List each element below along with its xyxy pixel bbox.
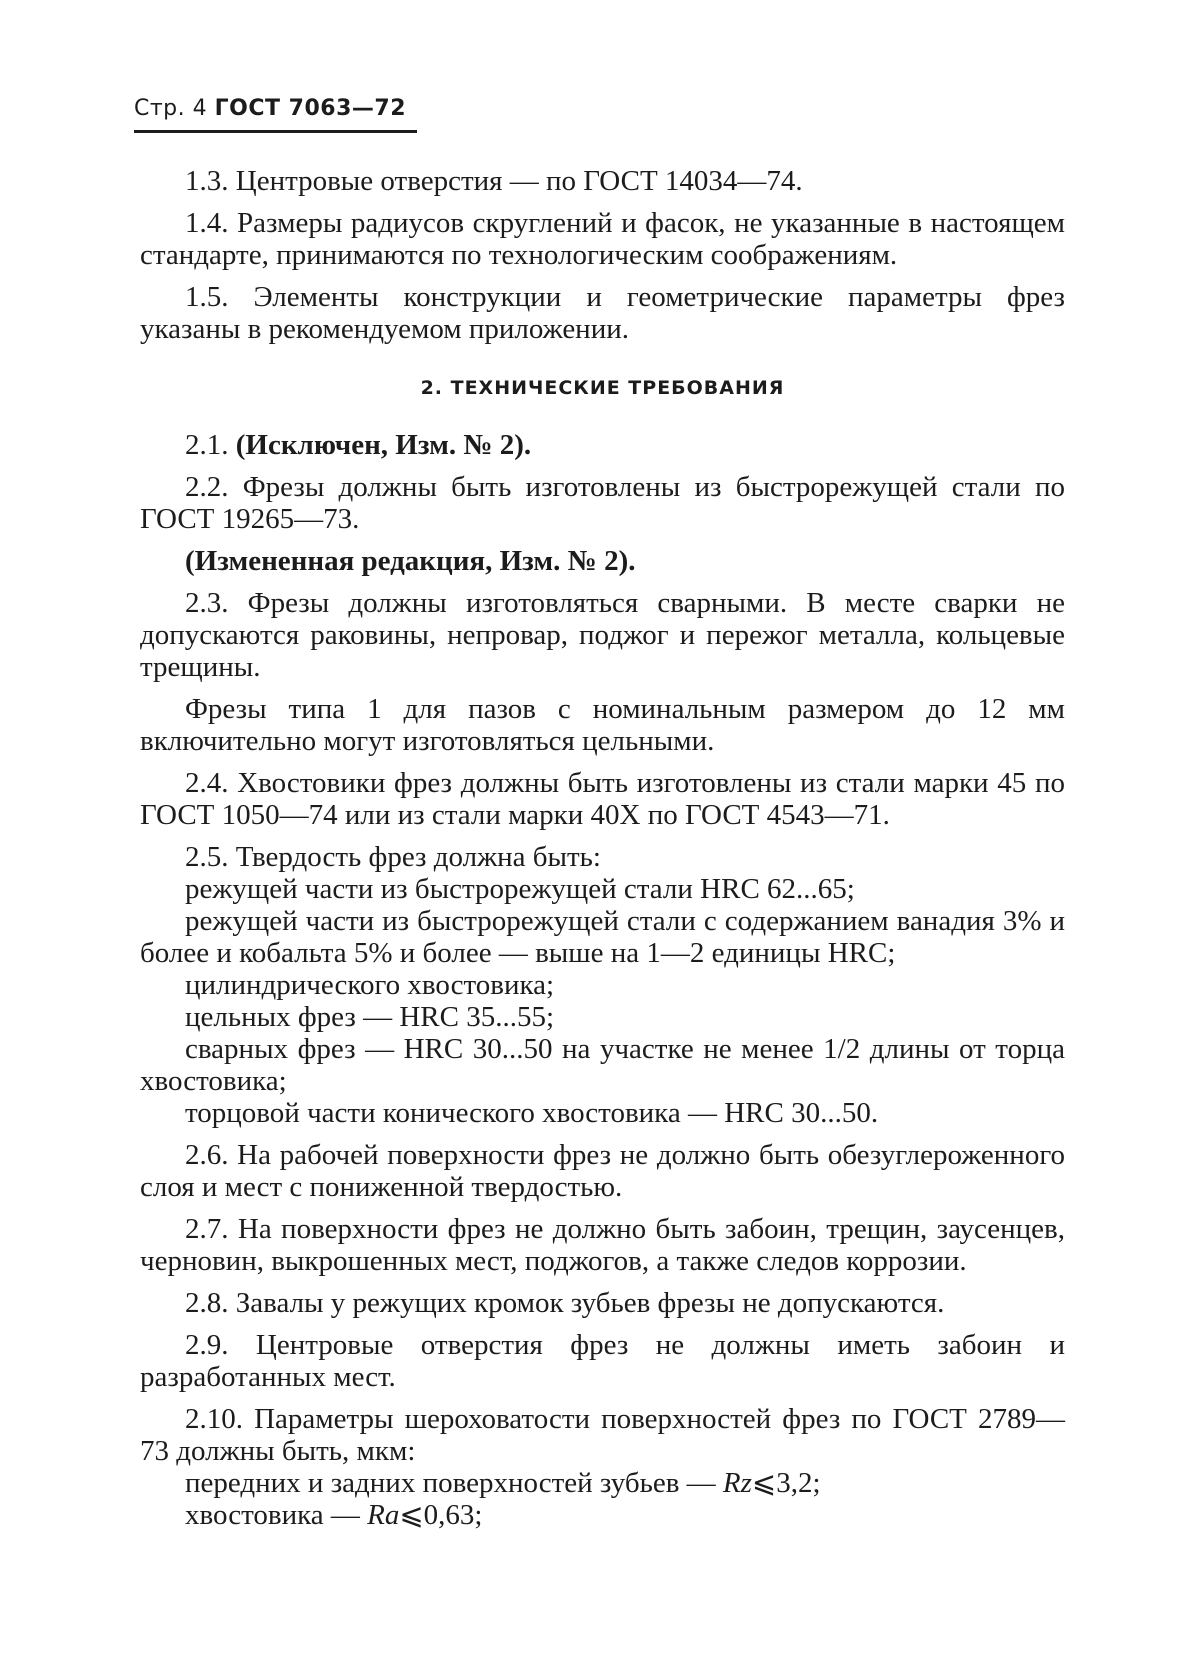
clause-2-10-item-a — [140, 1467, 1065, 1499]
clause-2-10-item-a-value: ⩽3,2; — [751, 1467, 821, 1499]
clause-2-10-item-a-symbol: Rz — [722, 1467, 752, 1499]
clause-2-5-item-f: торцовой части конического хвостовика — HRC 30...50. — [185, 1097, 879, 1129]
clause-2-5-item-e: сварных фрез — HRC 30...50 на участке не менее 1/2 длины от торца хвостовика; — [140, 1033, 1065, 1097]
clause-2-5-item-a: режущей части из быстрорежущей стали HRC 62...65; — [185, 873, 855, 905]
clause-2-5-item-d: цельных фрез — HRC 35...55; — [185, 1001, 554, 1033]
page-label: Стр. 4 — [134, 96, 208, 121]
clause-1-3: 1.3. Центровые отверстия — по ГОСТ 14034—74. — [185, 165, 803, 197]
clause-2-6: 2.6. На рабочей поверхности фрез не должно быть обезуглероженного слоя и мест с пониженной твердостью. — [140, 1139, 1065, 1203]
clause-1-4: 1.4. Размеры радиусов скруглений и фасок, не указанные в настоящем стандарте, принимаются по технологическим соображениям. — [140, 207, 1065, 271]
clause-1-5: 1.5. Элементы конструкции и геометрические параметры фрез указаны в рекомендуемом приложении. — [140, 281, 1065, 345]
clause-2-10-item-b — [140, 1499, 1065, 1531]
clause-2-10-item-b-text: хвостовика — — [185, 1499, 360, 1531]
document-body — [140, 165, 1065, 1531]
clause-2-10-item-a-text: передних и задних поверхностей зубьев — — [185, 1467, 716, 1499]
clause-2-8: 2.8. Завалы у режущих кромок зубьев фрезы не допускаются. — [185, 1287, 945, 1319]
clause-2-3-continued: Фрезы типа 1 для пазов с номинальным размером до 12 мм включительно могут изготовляться цельными. — [140, 693, 1065, 757]
standard-number: ГОСТ 7063—72 — [214, 96, 407, 121]
clause-2-1-number: 2.1. — [185, 429, 229, 461]
clause-2-3: 2.3. Фрезы должны изготовляться сварными. В месте сварки не допускаются раковины, непровар, поджог и пережог металла, кольцевые трещины. — [140, 587, 1065, 683]
clause-2-5-item-c: цилиндрического хвостовика; — [185, 969, 555, 1001]
clause-2-10-item-b-value: ⩽0,63; — [399, 1499, 483, 1531]
clause-2-7: 2.7. На поверхности фрез не должно быть забоин, трещин, заусенцев, черновин, выкрошенных мест, поджогов, а также следов коррозии. — [140, 1213, 1065, 1277]
section-heading: 2. ТЕХНИЧЕСКИЕ ТРЕБОВАНИЯ — [420, 377, 785, 399]
clause-2-1 — [140, 429, 1065, 461]
header-rule — [134, 130, 417, 133]
clause-2-1-text: (Исключен, Изм. № 2). — [235, 429, 532, 461]
clause-2-5: 2.5. Твердость фрез должна быть: — [185, 841, 601, 873]
clause-2-2-note: (Измененная редакция, Изм. № 2). — [185, 545, 636, 577]
page-header — [134, 96, 406, 121]
clause-2-4: 2.4. Хвостовики фрез должны быть изготовлены из стали марки 45 по ГОСТ 1050—74 или из стали марки 40Х по ГОСТ 4543—71. — [140, 767, 1065, 831]
clause-2-9: 2.9. Центровые отверстия фрез не должны иметь забоин и разработанных мест. — [140, 1329, 1065, 1393]
clause-2-10-item-b-symbol: Ra — [367, 1499, 400, 1531]
clause-2-2: 2.2. Фрезы должны быть изготовлены из быстрорежущей стали по ГОСТ 19265—73. — [140, 471, 1065, 535]
clause-2-5-item-b: режущей части из быстрорежущей стали с содержанием ванадия 3% и более и кобальта 5% и более — выше на 1—2 единицы HRC; — [140, 905, 1065, 969]
clause-2-10: 2.10. Параметры шероховатости поверхностей фрез по ГОСТ 2789—73 должны быть, мкм: — [140, 1403, 1065, 1467]
